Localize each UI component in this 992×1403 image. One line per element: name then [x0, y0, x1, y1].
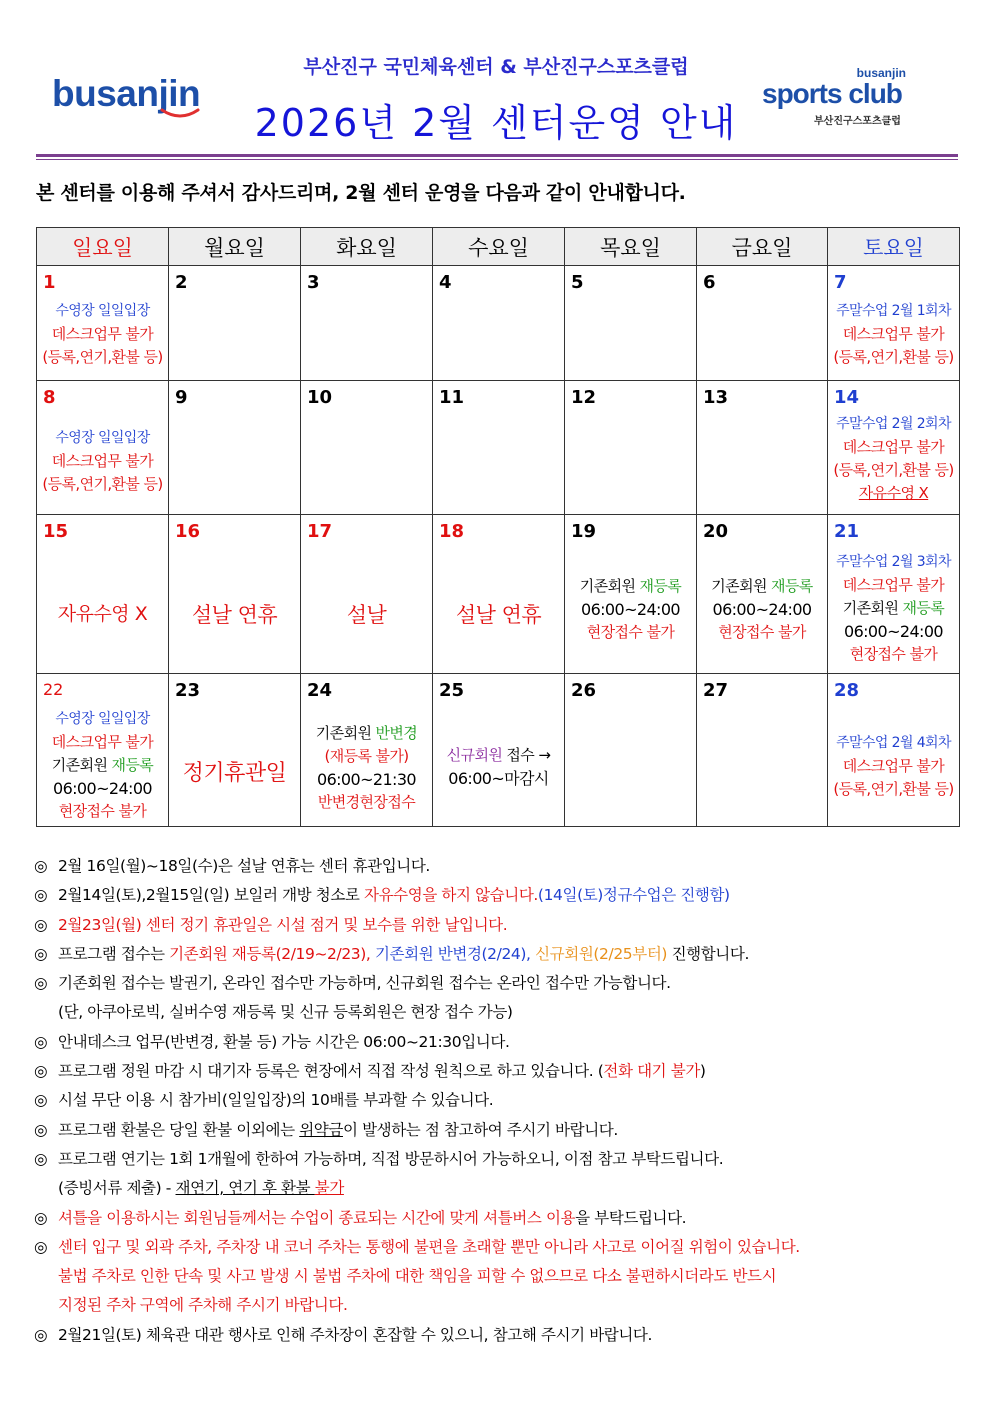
- day-number: 24: [307, 680, 333, 701]
- notice-text-highlight: (14일(토)정규수업은 진행함): [537, 886, 730, 905]
- notice-text: 을 부탁드립니다.: [575, 1208, 687, 1227]
- day-note: 데스크업무 불가: [842, 438, 945, 456]
- weekday-thu: 목요일: [565, 228, 697, 266]
- bullet-icon: ◎: [34, 1062, 48, 1081]
- notice-text-highlight: 재연기, 연기 후 환불: [175, 1179, 315, 1198]
- day-note: 재등록: [771, 577, 813, 595]
- day-number: 20: [703, 521, 729, 542]
- day-cell: [301, 515, 433, 674]
- notice-item: [34, 881, 964, 910]
- day-note: 06:00~마감시: [448, 769, 549, 788]
- day-note: 기존회원: [579, 577, 636, 595]
- day-note: 자유수영 X: [57, 603, 148, 625]
- notice-item: [34, 911, 964, 940]
- day-note: 설날 연휴: [191, 603, 278, 627]
- day-cell: [828, 381, 960, 515]
- intro-text: 본 센터를 이용해 주셔서 감사드리며, 2월 센터 운영을 다음과 같이 안내합니다.: [36, 182, 686, 204]
- notice-item: [34, 852, 964, 881]
- day-note: 정기휴관일: [182, 761, 287, 786]
- notice-text-highlight: 기존회원 재등록(2/19~2/23),: [169, 944, 371, 963]
- weekday-fri: 금요일: [697, 228, 828, 266]
- notice-text: 센터 입구 및 외곽 주차, 주차장 내 코너 주차는 통행에 불편을 초래할 뿐만 아니라 사고로 이어질 위험이 있습니다.: [58, 1237, 800, 1256]
- day-cell: [169, 515, 301, 674]
- day-cell: [565, 674, 697, 827]
- notice-text: 기존회원 접수는 발권기, 온라인 접수만 가능하며, 신규회원 접수는 온라인 접수만 가능합니다.: [58, 974, 671, 993]
- notice-item: [34, 940, 964, 969]
- notice-text-highlight: 전화 대기 불가: [603, 1062, 700, 1081]
- day-cell: [828, 515, 960, 674]
- day-number: 28: [834, 680, 860, 701]
- day-cell: [433, 381, 565, 515]
- day-cell: [433, 674, 565, 827]
- day-number: 12: [571, 387, 597, 408]
- day-cell: [37, 266, 169, 381]
- header-rule: [36, 154, 958, 157]
- day-note: (등록,연기,환불 등): [42, 348, 163, 366]
- notice-text-highlight: 위약금: [299, 1120, 343, 1139]
- day-note: 데스크업무 불가: [842, 325, 945, 343]
- day-number: 17: [307, 521, 333, 542]
- day-note: 06:00~24:00: [52, 779, 153, 798]
- week-row: [37, 381, 960, 515]
- day-note: 06:00~24:00: [712, 600, 812, 619]
- notice-item: [34, 1028, 964, 1057]
- sports-club-logo-kr: 부산진구스포츠클럽: [814, 116, 901, 127]
- day-note: 수영장 일일입장: [55, 711, 150, 727]
- bullet-icon: ◎: [34, 944, 48, 963]
- day-number: 8: [43, 387, 56, 408]
- day-number: 22: [43, 680, 64, 699]
- day-number: 2: [175, 272, 188, 293]
- bullet-icon: ◎: [34, 1237, 48, 1256]
- notice-continuation: 불법 주차로 인한 단속 및 사고 발생 시 불법 주차에 대한 책임을 피할 수 없으므로 다소 불편하시더라도 반드시: [58, 1267, 777, 1286]
- day-number: 15: [43, 521, 69, 542]
- day-number: 5: [571, 272, 584, 293]
- notice-item: [34, 1321, 964, 1350]
- notice-item: [34, 1145, 964, 1174]
- day-note: 수영장 일일입장: [55, 430, 150, 446]
- weekday-sun: 일요일: [37, 228, 169, 266]
- weekday-header-row: [37, 228, 960, 266]
- day-number: 7: [834, 272, 847, 293]
- day-number: 13: [703, 387, 729, 408]
- week-row: [37, 515, 960, 674]
- day-note: 데스크업무 불가: [51, 733, 154, 751]
- notice-text-highlight: 셔틀을 이용하시는 회원님들께서는 수업이 종료되는 시간에 맞게 셔틀버스 이용: [58, 1208, 576, 1227]
- notice-item: [34, 1116, 964, 1145]
- weekday-wed: 수요일: [433, 228, 565, 266]
- day-number: 23: [175, 680, 201, 701]
- day-cell: [37, 381, 169, 515]
- header-rule-thin: [36, 159, 958, 160]
- day-note: 주말수업 2월 4회차: [836, 735, 951, 751]
- day-note: (등록,연기,환불 등): [42, 475, 163, 493]
- day-note: 현장접수 불가: [58, 802, 147, 820]
- day-note: 반변경: [375, 724, 418, 742]
- day-note: 재등록: [639, 577, 682, 595]
- day-note: 현장접수 불가: [586, 623, 675, 641]
- busanjin-logo-text: busanjin: [52, 73, 201, 114]
- day-note: 데스크업무 불가: [51, 452, 154, 470]
- day-note: 06:00~24:00: [843, 622, 944, 641]
- day-cell: [697, 381, 828, 515]
- bullet-icon: ◎: [34, 1032, 48, 1051]
- day-cell: [301, 381, 433, 515]
- notice-continuation: 지정된 주차 구역에 주차해 주시기 바랍니다.: [58, 1296, 348, 1315]
- bullet-icon: ◎: [34, 1325, 48, 1344]
- day-cell: [301, 674, 433, 827]
- day-number: 25: [439, 680, 465, 701]
- day-note: 반변경현장접수: [317, 793, 416, 811]
- weekday-mon: 월요일: [169, 228, 301, 266]
- day-number: 26: [571, 680, 597, 701]
- notice-item: [34, 1057, 964, 1086]
- sports-club-logo: [762, 66, 934, 130]
- bullet-icon: ◎: [34, 1091, 48, 1110]
- header: [0, 0, 992, 160]
- page-title: 2026년 2월 센터운영 안내: [254, 101, 738, 145]
- day-number: 21: [834, 521, 860, 542]
- day-note: 데스크업무 불가: [842, 576, 945, 594]
- bullet-icon: ◎: [34, 1208, 48, 1227]
- sports-club-logo-small: busanjin: [856, 66, 906, 80]
- notice-text: 프로그램 연기는 1회 1개월에 한하여 가능하며, 직접 방문하시어 가능하오니, 이점 참고 부탁드립니다.: [58, 1149, 724, 1168]
- day-note: (재등록 불가): [324, 747, 409, 765]
- day-cell: [169, 266, 301, 381]
- notice-text-highlight: 자유수영을 하지 않습니다.: [364, 886, 538, 905]
- day-number: 16: [175, 521, 201, 542]
- day-note: 06:00~21:30: [316, 770, 417, 789]
- day-note: 기존회원: [711, 577, 767, 595]
- day-note: 데스크업무 불가: [51, 325, 154, 343]
- day-note: 현장접수 불가: [849, 645, 938, 663]
- day-cell: [433, 515, 565, 674]
- notice-continuation: [34, 1174, 964, 1203]
- day-note: 재등록: [902, 599, 945, 617]
- day-note: 접수 →: [506, 746, 551, 764]
- notice-text-highlight: 기존회원 반변경(2/24),: [374, 944, 531, 963]
- day-note: 기존회원: [51, 756, 108, 774]
- day-note: 주말수업 2월 1회차: [836, 303, 951, 319]
- notice-text: 진행합니다.: [671, 944, 749, 963]
- day-number: 27: [703, 680, 729, 701]
- notice-text: 프로그램 환불은 당일 환불 이외에는: [58, 1120, 300, 1139]
- day-cell: [169, 381, 301, 515]
- bullet-icon: ◎: [34, 886, 48, 905]
- day-cell: [828, 674, 960, 827]
- bullet-icon: ◎: [34, 974, 48, 993]
- day-cell: [565, 381, 697, 515]
- notice-continuation: (단, 아쿠아로빅, 실버수영 재등록 및 신규 등록회원은 현장 접수 가능): [58, 1003, 513, 1022]
- day-note: 수영장 일일입장: [55, 303, 150, 319]
- day-number: 10: [307, 387, 333, 408]
- day-cell: [37, 515, 169, 674]
- notice-item: [34, 1086, 964, 1115]
- notice-text-highlight: 신규회원(2/25부터): [535, 944, 668, 963]
- notice-text: 2월21일(토) 체육관 대관 행사로 인해 주차장이 혼잡할 수 있으니, 참고해 주시기 바랍니다.: [58, 1325, 653, 1344]
- bullet-icon: ◎: [34, 1120, 48, 1139]
- day-cell: [697, 674, 828, 827]
- day-note: (등록,연기,환불 등): [833, 461, 954, 479]
- day-cell: [565, 266, 697, 381]
- day-note: 데스크업무 불가: [842, 757, 945, 775]
- notice-text: 이 발생하는 점 참고하여 주시기 바랍니다.: [342, 1120, 618, 1139]
- day-number: 14: [834, 387, 860, 408]
- day-number: 3: [307, 272, 320, 293]
- notice-text: 2월14일(토),2월15일(일) 보일러 개방 청소로: [58, 886, 365, 905]
- sports-club-logo-text: sports club: [762, 78, 902, 109]
- day-cell: [37, 674, 169, 827]
- weekday-tue: 화요일: [301, 228, 433, 266]
- notice-text: ): [699, 1062, 706, 1081]
- day-cell: [697, 266, 828, 381]
- day-note: 설날 연휴: [455, 603, 542, 627]
- day-note: 06:00~24:00: [580, 600, 681, 619]
- notice-text: 2월 16일(월)~18일(수)은 설날 연휴는 센터 휴관입니다.: [58, 857, 430, 875]
- notice-text: 시설 무단 이용 시 참가비(일일입장)의 10배를 부과할 수 있습니다.: [58, 1091, 494, 1110]
- notice-item: [34, 1204, 964, 1233]
- notice-item: [34, 1233, 964, 1262]
- day-number: 4: [439, 272, 452, 293]
- bullet-icon: ◎: [34, 1149, 48, 1168]
- notice-list: [34, 852, 964, 1350]
- day-note: (등록,연기,환불 등): [833, 348, 954, 366]
- day-note: 기존회원: [842, 599, 899, 617]
- day-number: 1: [43, 272, 56, 293]
- notice-text-highlight: 불가: [314, 1179, 344, 1198]
- weekday-sat: 토요일: [828, 228, 960, 266]
- notice-text: 프로그램 접수는: [58, 944, 170, 963]
- day-note: 신규회원: [446, 746, 503, 764]
- day-note: 설날: [346, 603, 387, 627]
- day-note: 주말수업 2월 3회차: [836, 554, 951, 570]
- day-note: (등록,연기,환불 등): [833, 780, 954, 798]
- week-row: [37, 674, 960, 827]
- day-cell: [433, 266, 565, 381]
- bullet-icon: ◎: [34, 915, 48, 934]
- day-cell: [565, 515, 697, 674]
- day-number: 9: [175, 387, 188, 408]
- notice-text: 2월23일(월) 센터 정기 휴관일은 시설 점거 및 보수를 위한 날입니다.: [58, 915, 508, 934]
- day-number: 6: [703, 272, 716, 293]
- day-note: 기존회원: [315, 724, 372, 742]
- day-cell: [169, 674, 301, 827]
- notice-text: (증빙서류 제출) -: [58, 1179, 176, 1198]
- day-note: 현장접수 불가: [718, 623, 806, 641]
- day-number: 11: [439, 387, 465, 408]
- day-note: 주말수업 2월 2회차: [836, 416, 951, 432]
- page-subtitle: 부산진구 국민체육센터 & 부산진구스포츠클럽: [303, 56, 689, 78]
- day-cell: [301, 266, 433, 381]
- day-number: 19: [571, 521, 597, 542]
- bullet-icon: ◎: [34, 857, 48, 875]
- day-number: 18: [439, 521, 465, 542]
- day-note: 재등록: [111, 756, 154, 774]
- day-cell: [828, 266, 960, 381]
- calendar: [36, 227, 960, 827]
- notice-text: 안내데스크 업무(반변경, 환불 등) 가능 시간은 06:00~21:30입니다.: [58, 1032, 510, 1051]
- day-cell: [697, 515, 828, 674]
- week-row: [37, 266, 960, 381]
- notice-text: 프로그램 정원 마감 시 대기자 등록은 현장에서 직접 작성 원칙으로 하고 있습니다. (: [58, 1062, 604, 1081]
- notice-item: [34, 969, 964, 998]
- day-note: 자유수영 X: [858, 484, 929, 502]
